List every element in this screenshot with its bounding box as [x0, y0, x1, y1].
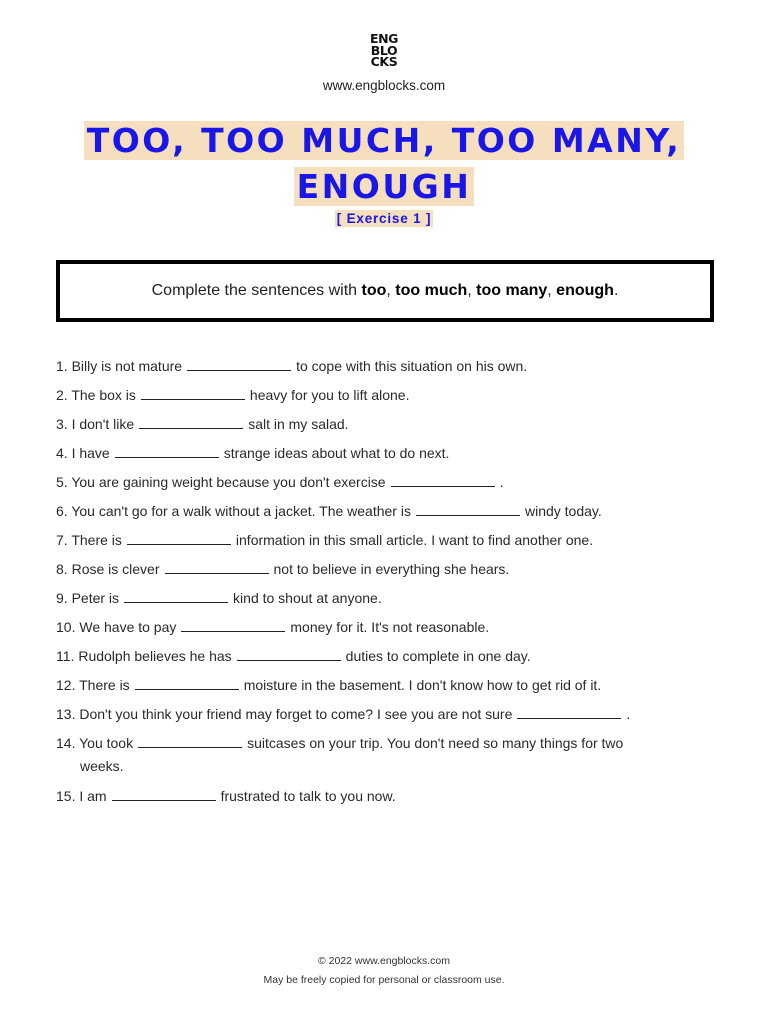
sentence-item	[56, 616, 716, 645]
sentence-text-after: salt in my salad.	[248, 416, 349, 432]
logo-line-2: BLO	[370, 42, 398, 58]
sentence-number: 12.	[56, 677, 76, 693]
instruction-box	[56, 260, 714, 322]
sentence-item	[56, 471, 716, 500]
sentence-text-before: Rose is clever	[71, 561, 160, 577]
sentence-text-after: kind to shout at anyone.	[233, 590, 382, 606]
footer-copyright: © 2022 www.engblocks.com	[317, 955, 451, 967]
sentence-text-after: duties to complete in one day.	[345, 648, 531, 664]
sentence-item	[56, 558, 716, 587]
instruction-sep: ,	[386, 282, 396, 299]
sentence-text-after: windy today.	[524, 503, 602, 519]
sentence-number: 13.	[56, 706, 76, 722]
footer-usage-note: May be freely copied for personal or classroom use.	[263, 974, 505, 986]
sentence-item	[56, 384, 716, 413]
sentence-text-before: Billy is not mature	[71, 358, 183, 374]
sentence-number: 15.	[56, 788, 76, 804]
logo-line-3: CKS	[370, 54, 398, 69]
sentence-text-before: Peter is	[71, 590, 120, 606]
answer-blank[interactable]	[141, 385, 245, 400]
title-line-2: ENOUGH	[294, 167, 475, 206]
answer-blank[interactable]	[181, 617, 285, 632]
sentence-item	[56, 413, 716, 442]
sentence-text-before: I have	[71, 445, 110, 461]
sentence-number: 3.	[56, 416, 68, 432]
answer-blank[interactable]	[112, 786, 216, 801]
sentence-continuation: weeks.	[80, 758, 124, 774]
sentence-text-before: There is	[79, 677, 130, 693]
exercise-label	[0, 211, 768, 226]
instruction-word-too: too	[361, 282, 387, 299]
sentence-number: 4.	[56, 445, 68, 461]
answer-blank[interactable]	[391, 472, 495, 487]
sentence-text-after: not to believe in everything she hears.	[273, 561, 510, 577]
sentence-number: 9.	[56, 590, 68, 606]
sentence-text-after: .	[626, 706, 631, 722]
sentence-item	[56, 529, 716, 558]
answer-blank[interactable]	[237, 646, 341, 661]
sentence-item	[56, 500, 716, 529]
sentence-text-before: I am	[79, 788, 107, 804]
sentence-text-before: I don't like	[71, 416, 135, 432]
instruction-word-enough: enough	[556, 282, 614, 299]
sentence-number: 5.	[56, 474, 68, 490]
answer-blank[interactable]	[124, 588, 228, 603]
sentence-text-before: There is	[71, 532, 122, 548]
sentence-text-before: You took	[79, 735, 134, 751]
site-url: www.engblocks.com	[322, 78, 446, 93]
sentence-number: 7.	[56, 532, 68, 548]
answer-blank[interactable]	[115, 443, 219, 458]
sentence-number: 10.	[56, 619, 76, 635]
logo-line-1: ENG	[369, 31, 399, 46]
sentence-text-after: frustrated to talk to you now.	[220, 788, 396, 804]
sentence-text-after: suitcases on your trip. You don't need so many things for two	[247, 735, 624, 751]
sentence-text-after: money for it. It's not reasonable.	[290, 619, 490, 635]
sentence-text-before: You can't go for a walk without a jacket. The weather is	[71, 503, 411, 519]
sentence-text-before: You are gaining weight because you don't exercise	[71, 474, 386, 490]
worksheet-title	[0, 118, 768, 210]
answer-blank[interactable]	[138, 733, 242, 748]
sentence-text-before: Rudolph believes he has	[78, 648, 232, 664]
title-line-1: TOO, TOO MUCH, TOO MANY,	[84, 121, 685, 160]
answer-blank[interactable]	[165, 559, 269, 574]
sentence-item	[56, 732, 716, 785]
answer-blank[interactable]	[187, 356, 291, 371]
instruction-sep: ,	[547, 282, 557, 299]
sentence-number: 2.	[56, 387, 68, 403]
sentence-number: 14.	[56, 735, 76, 751]
answer-blank[interactable]	[139, 414, 243, 429]
sentence-text-before: Don't you think your friend may forget to come? I see you are not sure	[79, 706, 513, 722]
sentence-item	[56, 442, 716, 471]
sentence-item	[56, 674, 716, 703]
sentence-item	[56, 703, 716, 732]
sentence-item	[56, 355, 716, 384]
instruction-sep: ,	[467, 282, 477, 299]
sentence-number: 1.	[56, 358, 68, 374]
answer-blank[interactable]	[127, 530, 231, 545]
sentence-text-before: We have to pay	[79, 619, 177, 635]
sentence-text-before: The box is	[71, 387, 136, 403]
sentence-text-after: strange ideas about what to do next.	[223, 445, 450, 461]
instruction-word-too-much: too much	[395, 282, 468, 299]
sentence-number: 6.	[56, 503, 68, 519]
sentence-item	[56, 645, 716, 674]
engblocks-logo	[354, 33, 414, 68]
sentence-number: 11.	[56, 648, 75, 664]
sentence-text-after: heavy for you to lift alone.	[249, 387, 410, 403]
sentence-item	[56, 785, 716, 814]
answer-blank[interactable]	[517, 704, 621, 719]
answer-blank[interactable]	[416, 501, 520, 516]
sentence-text-after: moisture in the basement. I don't know how to get rid of it.	[243, 677, 602, 693]
sentence-list	[56, 355, 716, 814]
sentence-text-after: information in this small article. I want to find another one.	[235, 532, 594, 548]
instruction-suffix: .	[613, 282, 619, 299]
sentence-item	[56, 587, 716, 616]
instruction-text	[152, 282, 619, 300]
instruction-prefix: Complete the sentences with	[151, 282, 362, 299]
answer-blank[interactable]	[135, 675, 239, 690]
instruction-word-too-many: too many	[476, 282, 548, 299]
sentence-text-after: to cope with this situation on his own.	[296, 358, 528, 374]
exercise-label-text: [ Exercise 1 ]	[336, 211, 432, 226]
sentence-text-after: .	[499, 474, 504, 490]
sentence-number: 8.	[56, 561, 68, 577]
